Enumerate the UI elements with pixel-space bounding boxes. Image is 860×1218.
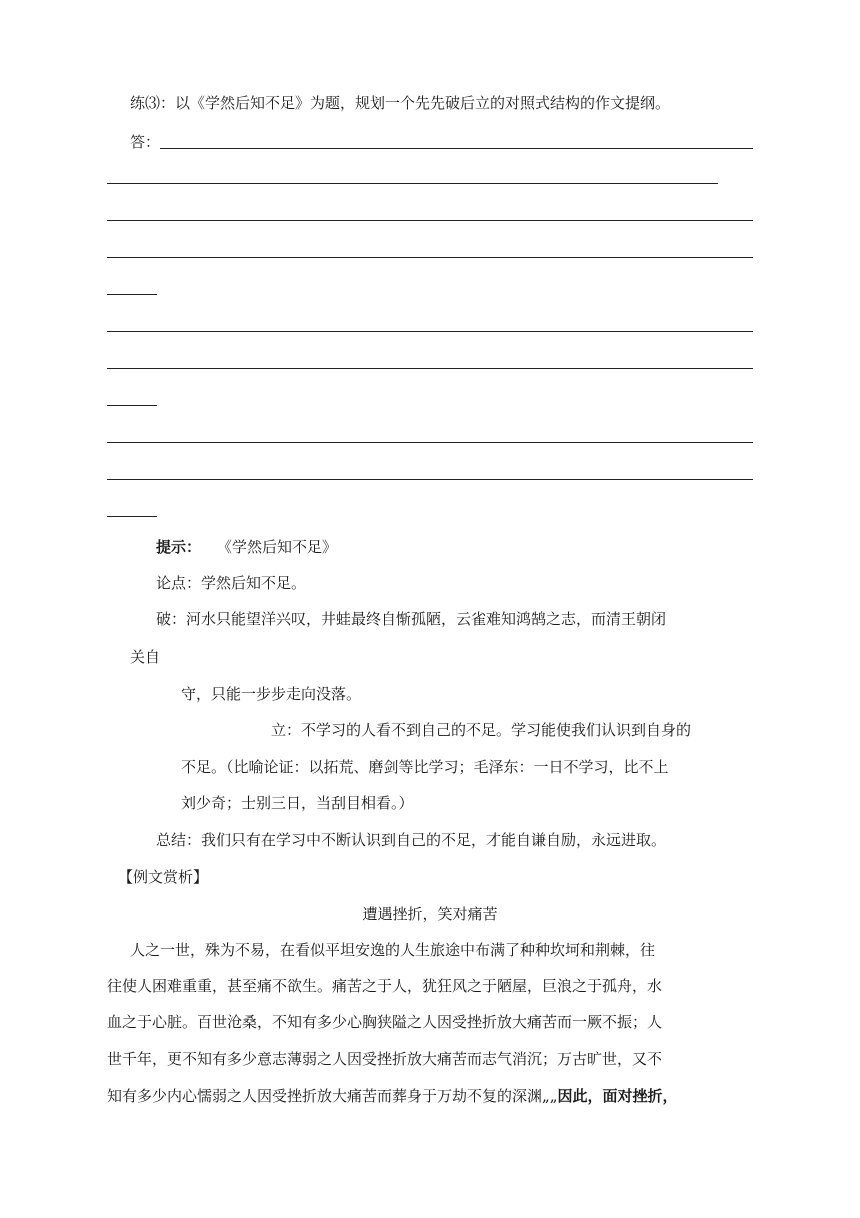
essay-text: 知有多少内心懦弱之人因受挫折放大痛苦而葬身于万劫不复的深渊„„	[107, 1087, 558, 1105]
essay-paragraph-line: 血之于心脏。百世沧桑，不知有多少心胸狭隘之人因受挫折放大痛苦而一厥不振；人	[107, 1013, 663, 1031]
hint-summary: 总结：我们只有在学习中不断认识到自己的不足，才能自谦自励，永远进取。	[156, 831, 667, 849]
essay-bold-text: 因此，面对挫折，	[557, 1087, 678, 1105]
hint-break-line: 破：河水只能望洋兴叹，井蛙最终自惭孤陋，云雀难知鸿鹄之志，而清王朝闭	[156, 610, 667, 628]
hint-thesis: 论点：学然后知不足。	[156, 574, 307, 592]
hint-break-line: 关自	[130, 648, 161, 666]
answer-line[interactable]	[107, 257, 753, 258]
answer-line[interactable]	[107, 220, 753, 221]
hint-establish-line: 刘少奇；士别三日，当刮目相看。）	[181, 794, 414, 812]
essay-paragraph-line: 人之一世，殊为不易，在看似平坦安逸的人生旅途中布满了种种坎坷和荆棘，往	[130, 941, 656, 959]
hint-break-line: 守，只能一步步走向没落。	[181, 685, 362, 703]
answer-line[interactable]	[160, 148, 753, 149]
hint-establish-line: 不足。（比喻论证：以拓荒、磨剑等比学习；毛泽东：一日不学习，比不上	[181, 758, 669, 776]
answer-line-short[interactable]	[107, 516, 157, 517]
essay-paragraph-line: 世千年，更不知有多少意志薄弱之人因受挫折放大痛苦而志气消沉；万古旷世，又不	[107, 1050, 663, 1068]
answer-line[interactable]	[107, 368, 753, 369]
essay-paragraph-line: 往使人困难重重，甚至痛不欲生。痛苦之于人，犹狂风之于陋屋，巨浪之于孤舟，水	[107, 977, 663, 995]
answer-label: 答：	[130, 133, 161, 151]
answer-line-short[interactable]	[107, 294, 157, 295]
section-heading: 【例文赏析】	[118, 868, 209, 886]
answer-line[interactable]	[107, 183, 718, 184]
hint-establish-line: 立：不学习的人看不到自己的不足。学习能使我们认识到自身的	[271, 721, 692, 739]
answer-line[interactable]	[107, 479, 753, 480]
hint-label: 提示：	[156, 538, 202, 556]
essay-title: 遭遇挫折，笑对痛苦	[362, 905, 498, 923]
exercise-question: 练⑶：以《学然后知不足》为题，规划一个先先破后立的对照式结构的作文提纲。	[130, 94, 671, 112]
answer-line[interactable]	[107, 442, 753, 443]
hint-title: 《学然后知不足》	[217, 538, 338, 556]
essay-paragraph-line	[107, 1086, 678, 1106]
answer-line[interactable]	[107, 331, 753, 332]
answer-line-short[interactable]	[107, 405, 157, 406]
